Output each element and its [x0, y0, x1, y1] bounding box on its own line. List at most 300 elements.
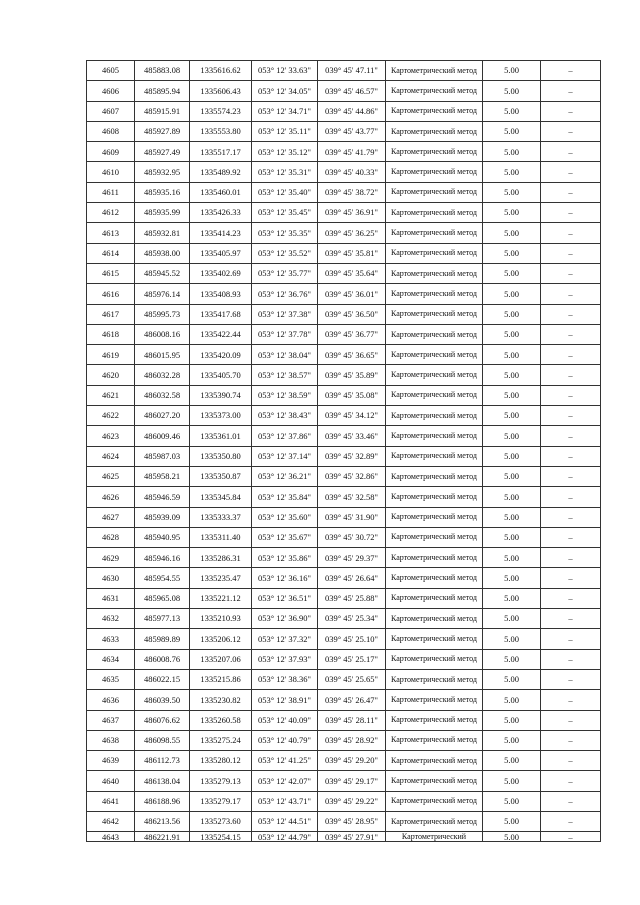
description-cell: – — [541, 223, 601, 243]
method-cell: Картометрический метод — [386, 121, 483, 141]
accuracy-cell: 5.00 — [483, 162, 541, 182]
accuracy-cell: 5.00 — [483, 527, 541, 547]
table-row — [87, 568, 601, 588]
table-row — [87, 385, 601, 405]
accuracy-cell: 5.00 — [483, 507, 541, 527]
point-number-cell: 4619 — [87, 345, 135, 365]
table-row — [87, 263, 601, 283]
point-number-cell: 4620 — [87, 365, 135, 385]
table-row — [87, 284, 601, 304]
latitude-cell: 053° 12' 36.21" — [252, 466, 318, 486]
method-cell: Картометрический метод — [386, 629, 483, 649]
y-coordinate-cell: 1335390.74 — [190, 385, 252, 405]
table-row — [87, 811, 601, 831]
x-coordinate-cell: 485940.95 — [135, 527, 190, 547]
description-cell: – — [541, 771, 601, 791]
point-number-cell: 4609 — [87, 142, 135, 162]
x-coordinate-cell: 485976.14 — [135, 284, 190, 304]
point-number-cell: 4624 — [87, 446, 135, 466]
method-cell: Картометрический метод — [386, 730, 483, 750]
point-number-cell: 4632 — [87, 609, 135, 629]
description-cell: – — [541, 669, 601, 689]
latitude-cell: 053° 12' 35.11" — [252, 121, 318, 141]
x-coordinate-cell: 486032.58 — [135, 385, 190, 405]
method-cell: Картометрический метод — [386, 385, 483, 405]
x-coordinate-cell: 486032.28 — [135, 365, 190, 385]
method-cell: Картометрический метод — [386, 284, 483, 304]
method-cell: Картометрический метод — [386, 223, 483, 243]
y-coordinate-cell: 1335230.82 — [190, 690, 252, 710]
y-coordinate-cell: 1335422.44 — [190, 324, 252, 344]
table-row — [87, 142, 601, 162]
method-cell: Картометрический метод — [386, 304, 483, 324]
longitude-cell: 039° 45' 36.91" — [318, 203, 386, 223]
y-coordinate-cell: 1335405.97 — [190, 243, 252, 263]
latitude-cell: 053° 12' 35.77" — [252, 263, 318, 283]
latitude-cell: 053° 12' 36.51" — [252, 588, 318, 608]
y-coordinate-cell: 1335350.80 — [190, 446, 252, 466]
x-coordinate-cell: 486221.91 — [135, 832, 190, 842]
table-row — [87, 507, 601, 527]
method-cell: Картометрический метод — [386, 324, 483, 344]
accuracy-cell: 5.00 — [483, 263, 541, 283]
x-coordinate-cell: 486009.46 — [135, 426, 190, 446]
longitude-cell: 039° 45' 26.47" — [318, 690, 386, 710]
accuracy-cell: 5.00 — [483, 81, 541, 101]
table-row — [87, 162, 601, 182]
y-coordinate-cell: 1335215.86 — [190, 669, 252, 689]
latitude-cell: 053° 12' 34.05" — [252, 81, 318, 101]
description-cell: – — [541, 466, 601, 486]
x-coordinate-cell: 486188.96 — [135, 791, 190, 811]
point-number-cell: 4642 — [87, 811, 135, 831]
longitude-cell: 039° 45' 29.22" — [318, 791, 386, 811]
y-coordinate-cell: 1335414.23 — [190, 223, 252, 243]
x-coordinate-cell: 485932.95 — [135, 162, 190, 182]
y-coordinate-cell: 1335207.06 — [190, 649, 252, 669]
x-coordinate-cell: 485895.94 — [135, 81, 190, 101]
method-cell: Картометрический метод — [386, 182, 483, 202]
latitude-cell: 053° 12' 38.36" — [252, 669, 318, 689]
description-cell: – — [541, 61, 601, 81]
table-row — [87, 203, 601, 223]
description-cell: – — [541, 162, 601, 182]
y-coordinate-cell: 1335311.40 — [190, 527, 252, 547]
longitude-cell: 039° 45' 29.37" — [318, 548, 386, 568]
method-cell: Картометрический метод — [386, 507, 483, 527]
description-cell: – — [541, 365, 601, 385]
y-coordinate-cell: 1335553.80 — [190, 121, 252, 141]
y-coordinate-cell: 1335405.70 — [190, 365, 252, 385]
description-cell: – — [541, 507, 601, 527]
x-coordinate-cell: 485939.09 — [135, 507, 190, 527]
longitude-cell: 039° 45' 25.10" — [318, 629, 386, 649]
x-coordinate-cell: 485987.03 — [135, 446, 190, 466]
latitude-cell: 053° 12' 41.25" — [252, 751, 318, 771]
accuracy-cell: 5.00 — [483, 223, 541, 243]
latitude-cell: 053° 12' 35.60" — [252, 507, 318, 527]
x-coordinate-cell: 485958.21 — [135, 466, 190, 486]
y-coordinate-cell: 1335574.23 — [190, 101, 252, 121]
accuracy-cell: 5.00 — [483, 730, 541, 750]
method-cell: Картометрический метод — [386, 263, 483, 283]
latitude-cell: 053° 12' 38.04" — [252, 345, 318, 365]
x-coordinate-cell: 486039.50 — [135, 690, 190, 710]
description-cell: – — [541, 182, 601, 202]
point-number-cell: 4635 — [87, 669, 135, 689]
point-number-cell: 4627 — [87, 507, 135, 527]
accuracy-cell: 5.00 — [483, 588, 541, 608]
point-number-cell: 4625 — [87, 466, 135, 486]
table-row — [87, 446, 601, 466]
longitude-cell: 039° 45' 25.17" — [318, 649, 386, 669]
point-number-cell: 4611 — [87, 182, 135, 202]
longitude-cell: 039° 45' 25.34" — [318, 609, 386, 629]
y-coordinate-cell: 1335279.17 — [190, 791, 252, 811]
longitude-cell: 039° 45' 26.64" — [318, 568, 386, 588]
latitude-cell: 053° 12' 36.16" — [252, 568, 318, 588]
table-row — [87, 527, 601, 547]
point-number-cell: 4617 — [87, 304, 135, 324]
accuracy-cell: 5.00 — [483, 121, 541, 141]
x-coordinate-cell: 485938.00 — [135, 243, 190, 263]
method-cell: Картометрический метод — [386, 406, 483, 426]
accuracy-cell: 5.00 — [483, 446, 541, 466]
point-number-cell: 4638 — [87, 730, 135, 750]
x-coordinate-cell: 485927.89 — [135, 121, 190, 141]
description-cell: – — [541, 345, 601, 365]
table-row — [87, 669, 601, 689]
accuracy-cell: 5.00 — [483, 487, 541, 507]
longitude-cell: 039° 45' 43.77" — [318, 121, 386, 141]
accuracy-cell: 5.00 — [483, 61, 541, 81]
table-row — [87, 548, 601, 568]
description-cell: – — [541, 426, 601, 446]
description-cell: – — [541, 406, 601, 426]
y-coordinate-cell: 1335616.62 — [190, 61, 252, 81]
longitude-cell: 039° 45' 36.25" — [318, 223, 386, 243]
description-cell: – — [541, 527, 601, 547]
point-number-cell: 4626 — [87, 487, 135, 507]
x-coordinate-cell: 485915.91 — [135, 101, 190, 121]
point-number-cell: 4610 — [87, 162, 135, 182]
latitude-cell: 053° 12' 35.12" — [252, 142, 318, 162]
description-cell: – — [541, 548, 601, 568]
description-cell: – — [541, 385, 601, 405]
table-row — [87, 832, 601, 842]
accuracy-cell: 5.00 — [483, 548, 541, 568]
description-cell: – — [541, 304, 601, 324]
table-row — [87, 182, 601, 202]
method-cell: Картометрический метод — [386, 446, 483, 466]
accuracy-cell: 5.00 — [483, 284, 541, 304]
latitude-cell: 053° 12' 34.71" — [252, 101, 318, 121]
point-number-cell: 4633 — [87, 629, 135, 649]
longitude-cell: 039° 45' 32.58" — [318, 487, 386, 507]
method-cell: Картометрический метод — [386, 101, 483, 121]
y-coordinate-cell: 1335280.12 — [190, 751, 252, 771]
table-row — [87, 629, 601, 649]
point-number-cell: 4606 — [87, 81, 135, 101]
table-row — [87, 588, 601, 608]
description-cell: – — [541, 142, 601, 162]
point-number-cell: 4605 — [87, 61, 135, 81]
latitude-cell: 053° 12' 44.51" — [252, 811, 318, 831]
point-number-cell: 4622 — [87, 406, 135, 426]
y-coordinate-cell: 1335408.93 — [190, 284, 252, 304]
latitude-cell: 053° 12' 35.86" — [252, 548, 318, 568]
accuracy-cell: 5.00 — [483, 203, 541, 223]
method-cell: Картометрический метод — [386, 649, 483, 669]
y-coordinate-cell: 1335402.69 — [190, 263, 252, 283]
method-cell: Картометрический метод — [386, 669, 483, 689]
longitude-cell: 039° 45' 28.92" — [318, 730, 386, 750]
description-cell: – — [541, 751, 601, 771]
x-coordinate-cell: 485935.16 — [135, 182, 190, 202]
longitude-cell: 039° 45' 36.65" — [318, 345, 386, 365]
longitude-cell: 039° 45' 33.46" — [318, 426, 386, 446]
y-coordinate-cell: 1335221.12 — [190, 588, 252, 608]
x-coordinate-cell: 486213.56 — [135, 811, 190, 831]
description-cell: – — [541, 588, 601, 608]
accuracy-cell: 5.00 — [483, 142, 541, 162]
table-row — [87, 365, 601, 385]
point-number-cell: 4634 — [87, 649, 135, 669]
coordinates-table — [86, 60, 601, 842]
latitude-cell: 053° 12' 35.40" — [252, 182, 318, 202]
latitude-cell: 053° 12' 37.78" — [252, 324, 318, 344]
longitude-cell: 039° 45' 35.64" — [318, 263, 386, 283]
method-cell: Картометрический метод — [386, 142, 483, 162]
description-cell: – — [541, 121, 601, 141]
table-row — [87, 730, 601, 750]
longitude-cell: 039° 45' 36.77" — [318, 324, 386, 344]
longitude-cell: 039° 45' 32.86" — [318, 466, 386, 486]
x-coordinate-cell: 486008.16 — [135, 324, 190, 344]
table-row — [87, 223, 601, 243]
description-cell: – — [541, 791, 601, 811]
y-coordinate-cell: 1335361.01 — [190, 426, 252, 446]
x-coordinate-cell: 485945.52 — [135, 263, 190, 283]
method-cell: Картометрический метод — [386, 243, 483, 263]
longitude-cell: 039° 45' 27.91" — [318, 832, 386, 842]
accuracy-cell: 5.00 — [483, 182, 541, 202]
y-coordinate-cell: 1335206.12 — [190, 629, 252, 649]
description-cell: – — [541, 568, 601, 588]
x-coordinate-cell: 485977.13 — [135, 609, 190, 629]
accuracy-cell: 5.00 — [483, 406, 541, 426]
x-coordinate-cell: 485927.49 — [135, 142, 190, 162]
description-cell: – — [541, 832, 601, 842]
accuracy-cell: 5.00 — [483, 385, 541, 405]
point-number-cell: 4640 — [87, 771, 135, 791]
longitude-cell: 039° 45' 29.17" — [318, 771, 386, 791]
x-coordinate-cell: 486112.73 — [135, 751, 190, 771]
description-cell: – — [541, 446, 601, 466]
accuracy-cell: 5.00 — [483, 832, 541, 842]
method-cell: Картометрический метод — [386, 548, 483, 568]
y-coordinate-cell: 1335260.58 — [190, 710, 252, 730]
method-cell: Картометрический метод — [386, 710, 483, 730]
point-number-cell: 4629 — [87, 548, 135, 568]
description-cell: – — [541, 243, 601, 263]
point-number-cell: 4639 — [87, 751, 135, 771]
point-number-cell: 4641 — [87, 791, 135, 811]
point-number-cell: 4608 — [87, 121, 135, 141]
x-coordinate-cell: 485935.99 — [135, 203, 190, 223]
x-coordinate-cell: 486098.55 — [135, 730, 190, 750]
method-cell: Картометрический метод — [386, 568, 483, 588]
y-coordinate-cell: 1335460.01 — [190, 182, 252, 202]
y-coordinate-cell: 1335345.84 — [190, 487, 252, 507]
method-cell: Картометрический — [386, 832, 483, 842]
accuracy-cell: 5.00 — [483, 466, 541, 486]
latitude-cell: 053° 12' 35.84" — [252, 487, 318, 507]
y-coordinate-cell: 1335606.43 — [190, 81, 252, 101]
y-coordinate-cell: 1335517.17 — [190, 142, 252, 162]
longitude-cell: 039° 45' 28.11" — [318, 710, 386, 730]
accuracy-cell: 5.00 — [483, 345, 541, 365]
description-cell: – — [541, 649, 601, 669]
method-cell: Картометрический метод — [386, 527, 483, 547]
table-row — [87, 81, 601, 101]
accuracy-cell: 5.00 — [483, 243, 541, 263]
longitude-cell: 039° 45' 29.20" — [318, 751, 386, 771]
description-cell: – — [541, 609, 601, 629]
latitude-cell: 053° 12' 36.90" — [252, 609, 318, 629]
table-row — [87, 61, 601, 81]
table-row — [87, 466, 601, 486]
description-cell: – — [541, 487, 601, 507]
y-coordinate-cell: 1335417.68 — [190, 304, 252, 324]
table-body — [87, 61, 601, 842]
latitude-cell: 053° 12' 35.67" — [252, 527, 318, 547]
accuracy-cell: 5.00 — [483, 751, 541, 771]
method-cell: Картометрический метод — [386, 203, 483, 223]
table-row — [87, 406, 601, 426]
longitude-cell: 039° 45' 34.12" — [318, 406, 386, 426]
method-cell: Картометрический метод — [386, 609, 483, 629]
latitude-cell: 053° 12' 40.09" — [252, 710, 318, 730]
y-coordinate-cell: 1335350.87 — [190, 466, 252, 486]
latitude-cell: 053° 12' 44.79" — [252, 832, 318, 842]
latitude-cell: 053° 12' 43.71" — [252, 791, 318, 811]
y-coordinate-cell: 1335373.00 — [190, 406, 252, 426]
longitude-cell: 039° 45' 36.50" — [318, 304, 386, 324]
x-coordinate-cell: 486022.15 — [135, 669, 190, 689]
longitude-cell: 039° 45' 38.72" — [318, 182, 386, 202]
point-number-cell: 4628 — [87, 527, 135, 547]
y-coordinate-cell: 1335420.09 — [190, 345, 252, 365]
y-coordinate-cell: 1335273.60 — [190, 811, 252, 831]
table-row — [87, 426, 601, 446]
latitude-cell: 053° 12' 35.52" — [252, 243, 318, 263]
x-coordinate-cell: 486015.95 — [135, 345, 190, 365]
table-row — [87, 324, 601, 344]
longitude-cell: 039° 45' 31.90" — [318, 507, 386, 527]
longitude-cell: 039° 45' 47.11" — [318, 61, 386, 81]
accuracy-cell: 5.00 — [483, 426, 541, 446]
x-coordinate-cell: 486138.04 — [135, 771, 190, 791]
latitude-cell: 053° 12' 38.59" — [252, 385, 318, 405]
point-number-cell: 4631 — [87, 588, 135, 608]
x-coordinate-cell: 486076.62 — [135, 710, 190, 730]
latitude-cell: 053° 12' 42.07" — [252, 771, 318, 791]
accuracy-cell: 5.00 — [483, 568, 541, 588]
accuracy-cell: 5.00 — [483, 101, 541, 121]
method-cell: Картометрический метод — [386, 61, 483, 81]
point-number-cell: 4630 — [87, 568, 135, 588]
method-cell: Картометрический метод — [386, 690, 483, 710]
table-row — [87, 243, 601, 263]
latitude-cell: 053° 12' 37.93" — [252, 649, 318, 669]
longitude-cell: 039° 45' 40.33" — [318, 162, 386, 182]
accuracy-cell: 5.00 — [483, 690, 541, 710]
latitude-cell: 053° 12' 37.14" — [252, 446, 318, 466]
x-coordinate-cell: 485932.81 — [135, 223, 190, 243]
description-cell: – — [541, 263, 601, 283]
longitude-cell: 039° 45' 28.95" — [318, 811, 386, 831]
point-number-cell: 4616 — [87, 284, 135, 304]
latitude-cell: 053° 12' 35.31" — [252, 162, 318, 182]
method-cell: Картометрический метод — [386, 811, 483, 831]
table-row — [87, 771, 601, 791]
description-cell: – — [541, 101, 601, 121]
table-row — [87, 609, 601, 629]
latitude-cell: 053° 12' 37.32" — [252, 629, 318, 649]
description-cell: – — [541, 690, 601, 710]
longitude-cell: 039° 45' 46.57" — [318, 81, 386, 101]
y-coordinate-cell: 1335210.93 — [190, 609, 252, 629]
description-cell: – — [541, 629, 601, 649]
method-cell: Картометрический метод — [386, 81, 483, 101]
x-coordinate-cell: 485965.08 — [135, 588, 190, 608]
latitude-cell: 053° 12' 40.79" — [252, 730, 318, 750]
accuracy-cell: 5.00 — [483, 629, 541, 649]
y-coordinate-cell: 1335489.92 — [190, 162, 252, 182]
point-number-cell: 4612 — [87, 203, 135, 223]
accuracy-cell: 5.00 — [483, 365, 541, 385]
longitude-cell: 039° 45' 41.79" — [318, 142, 386, 162]
method-cell: Картометрический метод — [386, 487, 483, 507]
x-coordinate-cell: 485954.55 — [135, 568, 190, 588]
table-row — [87, 304, 601, 324]
longitude-cell: 039° 45' 44.86" — [318, 101, 386, 121]
accuracy-cell: 5.00 — [483, 649, 541, 669]
accuracy-cell: 5.00 — [483, 791, 541, 811]
point-number-cell: 4623 — [87, 426, 135, 446]
latitude-cell: 053° 12' 37.86" — [252, 426, 318, 446]
longitude-cell: 039° 45' 30.72" — [318, 527, 386, 547]
method-cell: Картометрический метод — [386, 791, 483, 811]
accuracy-cell: 5.00 — [483, 771, 541, 791]
x-coordinate-cell: 485946.16 — [135, 548, 190, 568]
x-coordinate-cell: 485883.08 — [135, 61, 190, 81]
point-number-cell: 4607 — [87, 101, 135, 121]
latitude-cell: 053° 12' 38.91" — [252, 690, 318, 710]
method-cell: Картометрический метод — [386, 345, 483, 365]
table-row — [87, 649, 601, 669]
x-coordinate-cell: 485995.73 — [135, 304, 190, 324]
description-cell: – — [541, 203, 601, 223]
table-row — [87, 345, 601, 365]
description-cell: – — [541, 710, 601, 730]
description-cell: – — [541, 811, 601, 831]
y-coordinate-cell: 1335275.24 — [190, 730, 252, 750]
method-cell: Картометрический метод — [386, 466, 483, 486]
longitude-cell: 039° 45' 25.88" — [318, 588, 386, 608]
accuracy-cell: 5.00 — [483, 811, 541, 831]
